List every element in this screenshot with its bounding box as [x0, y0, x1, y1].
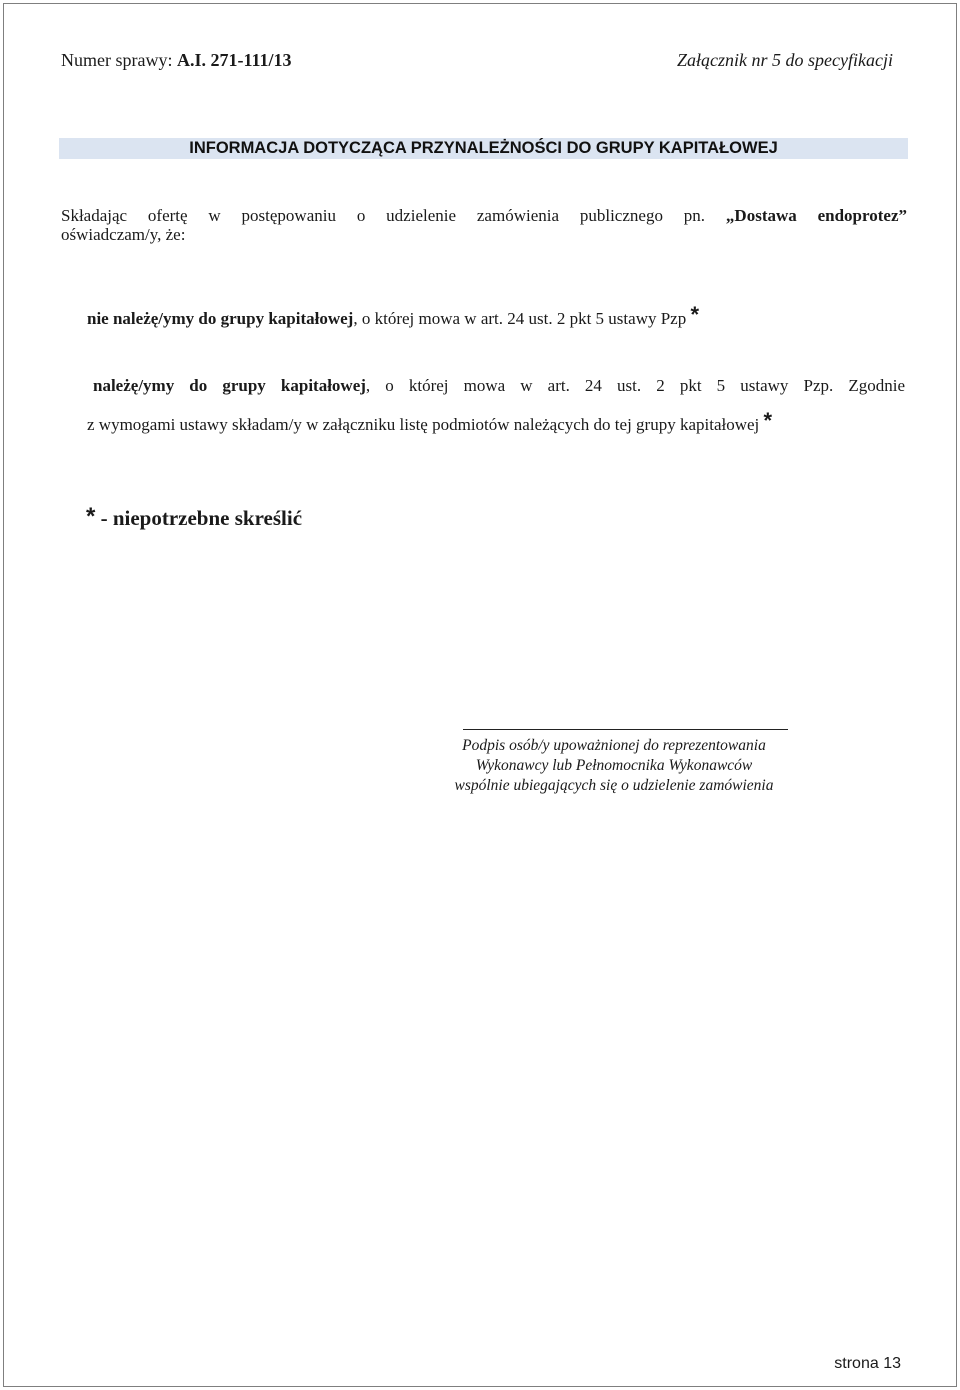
signature-caption-2: Wykonawcy lub Pełnomocnika Wykonawców [475, 757, 753, 774]
option-not-member-text: , o której mowa w art. 24 ust. 2 pkt 5 ustawy Pzp [353, 309, 687, 328]
footnote-text: - niepotrzebne skreślić [95, 506, 303, 530]
option-member-line-2 [87, 408, 772, 435]
document-page [3, 3, 957, 1387]
asterisk-mark: * [763, 408, 773, 433]
case-number-value: A.I. 271-111/13 [176, 50, 292, 70]
page-number: strona 13 [834, 1355, 901, 1372]
annex-label: Załącznik nr 5 do specyfikacji [677, 50, 893, 70]
signature-caption-1: Podpis osób/y upoważnionej do reprezentowania [462, 737, 766, 754]
option-member-text: , o której mowa w art. 24 ust. 2 pkt 5 ustawy Pzp. Zgodnie [365, 376, 906, 395]
signature-line [463, 729, 788, 730]
asterisk-mark: * [690, 302, 700, 327]
option-not-member [87, 302, 699, 329]
option-member-bold: należę/ymy do grupy kapitałowej [93, 376, 366, 395]
option-member-line-1 [93, 375, 905, 397]
option-member-text-2: z wymogami ustawy składam/y w załączniku listę podmiotów należących do tej grupy kapitałowej [87, 415, 760, 434]
signature-caption-3: wspólnie ubiegających się o udzielenie zamówienia [454, 777, 774, 794]
case-number [61, 50, 292, 71]
tender-name: „Dostawa endoprotez” [725, 206, 908, 225]
page-title: INFORMACJA DOTYCZĄCA PRZYNALEŻNOŚCI DO GRUPY KAPITAŁOWEJ [59, 138, 908, 159]
intro-text: Składając ofertę w postępowaniu o udzielenie zamówienia publicznego pn. [61, 206, 706, 225]
footnote-strike [86, 503, 302, 531]
option-not-member-bold: nie należę/ymy do grupy kapitałowej [87, 309, 354, 328]
intro-line-2: oświadczam/y, że: [61, 225, 186, 244]
intro-line-1 [61, 205, 907, 227]
case-number-label: Numer sprawy: [61, 50, 177, 70]
asterisk-mark: * [86, 503, 96, 530]
